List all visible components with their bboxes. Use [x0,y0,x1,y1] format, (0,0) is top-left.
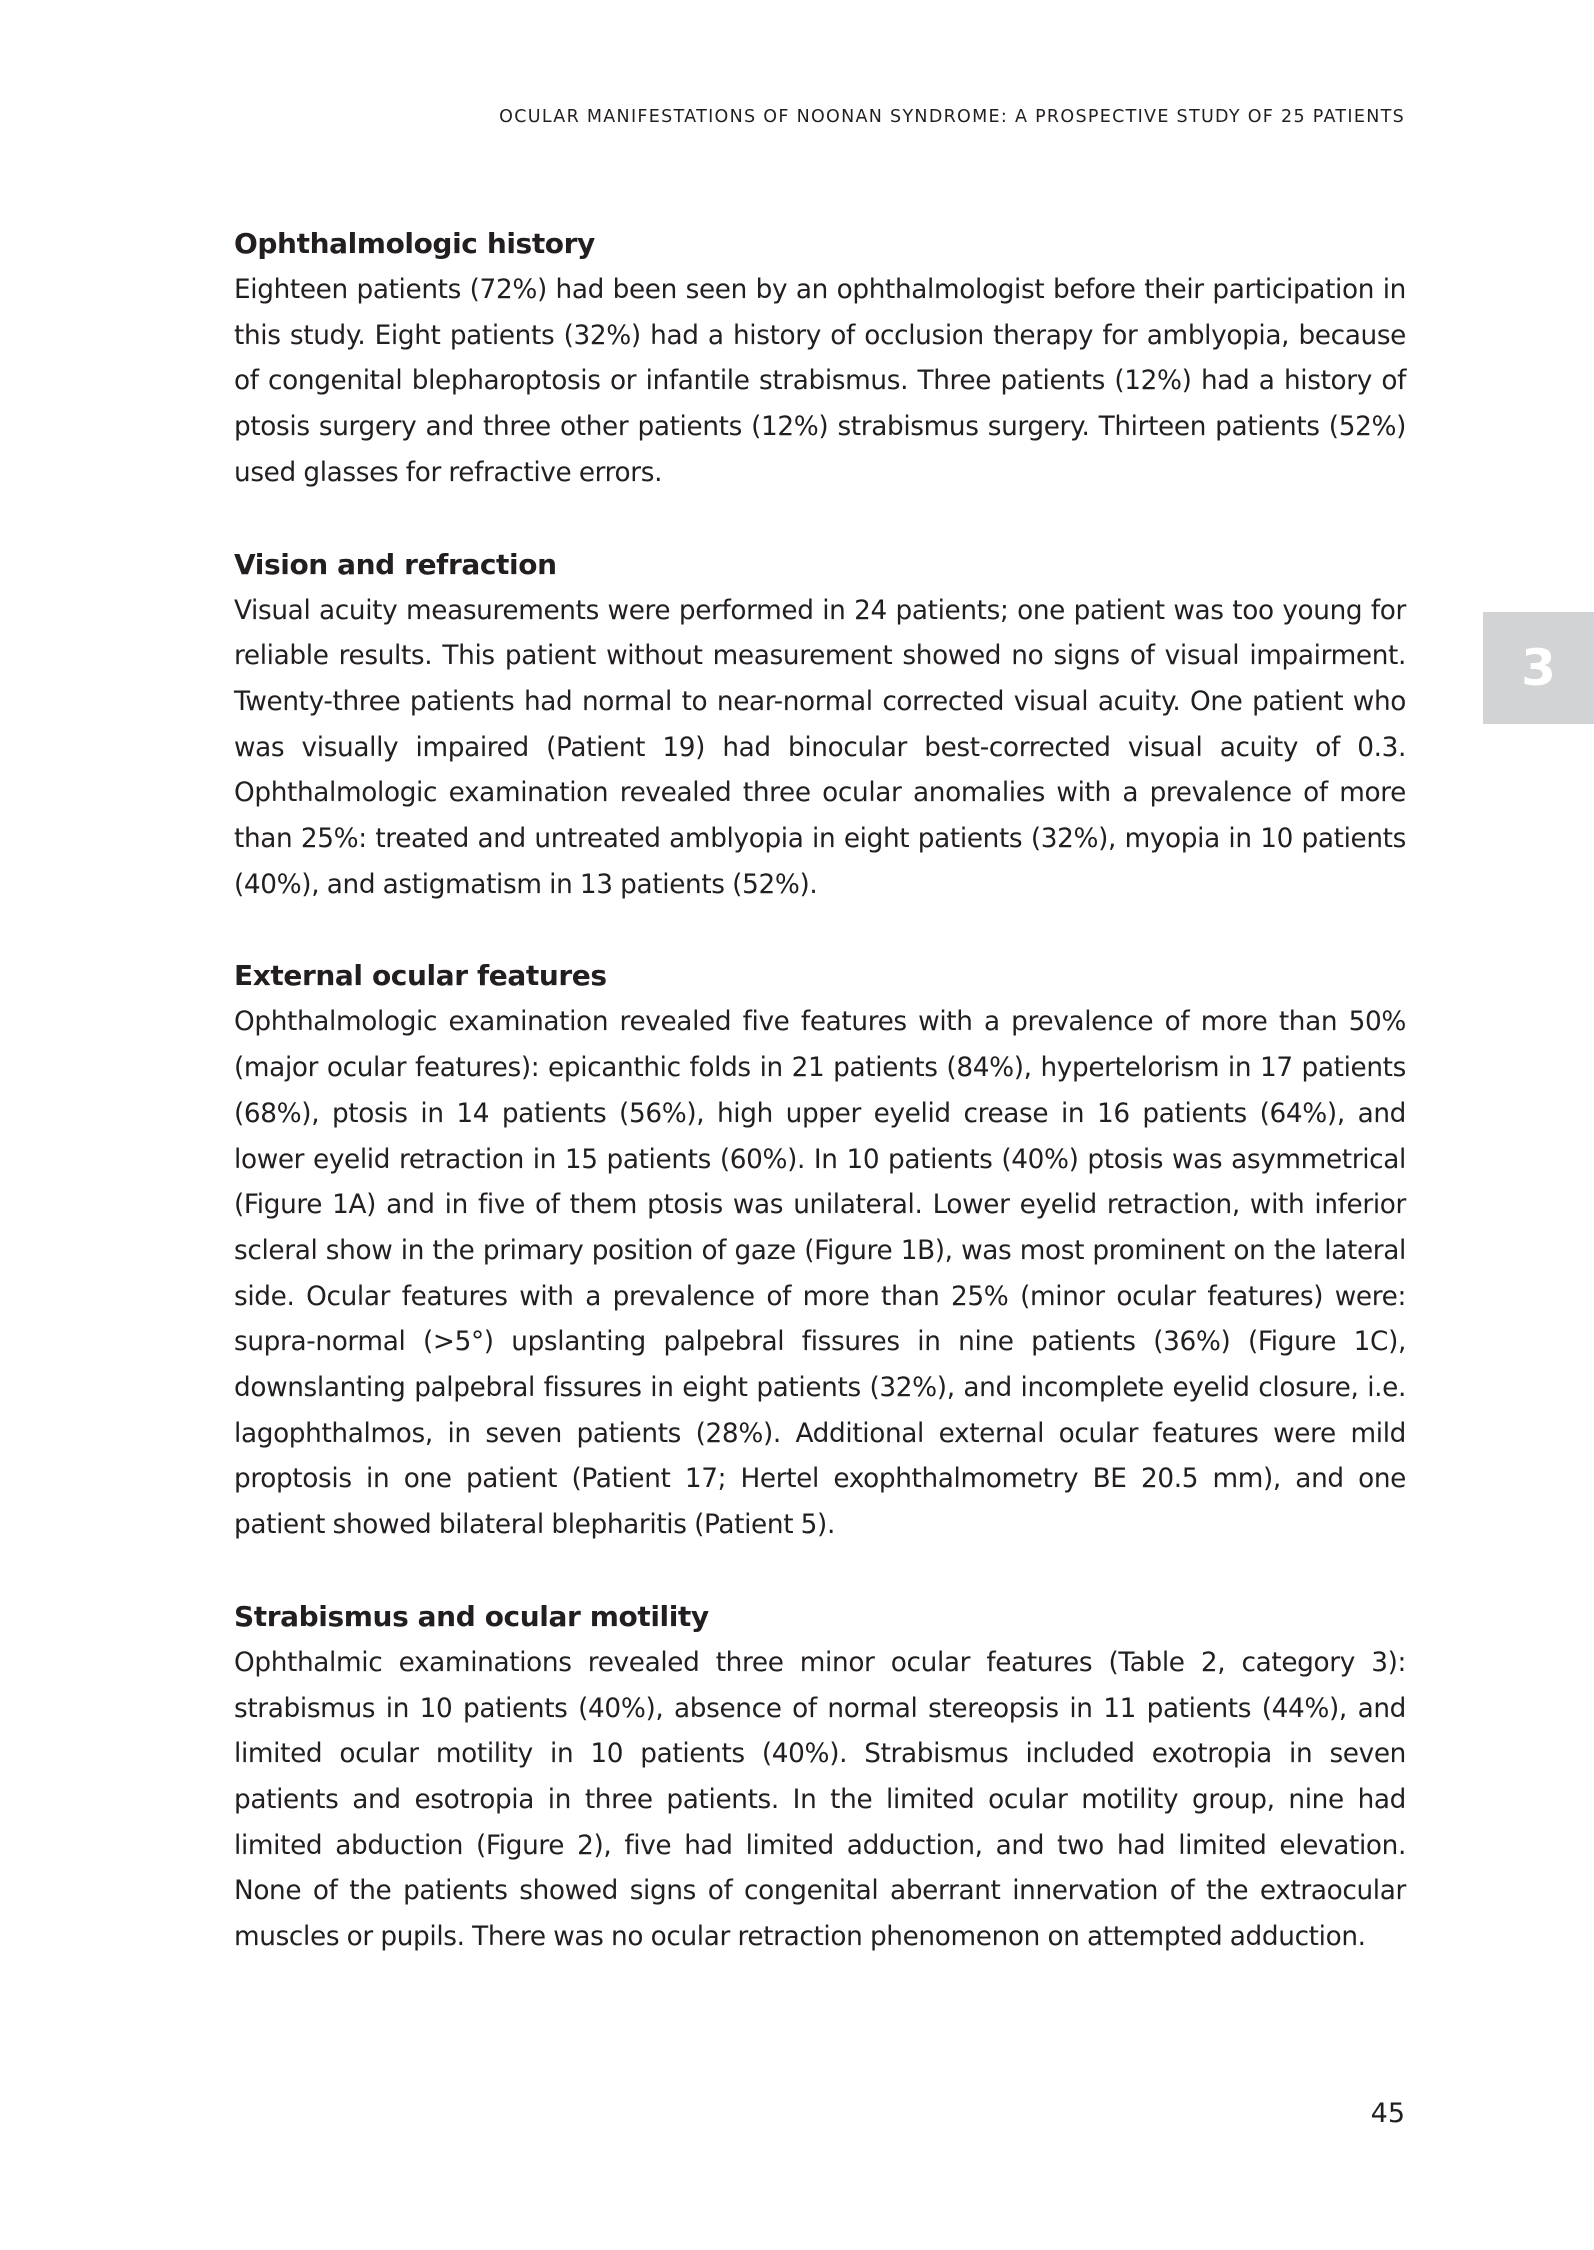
section-heading: Vision and refraction [234,547,557,581]
section-strabismus-and-ocular-motility [234,1593,1406,1961]
section-external-ocular-features [234,952,1406,1548]
chapter-tab [1483,612,1594,724]
article-body [234,220,1406,2005]
page-number: 45 [1370,2098,1405,2129]
section-paragraph: Ophthalmic examinations revealed three minor ocular features (Table 2, category 3): strabismus in 10 patients (40%), absence of normal stereopsis in 11 patients (44%), and limited ocular motility in 10 patients (40%). Strabismus included exotropia in seven patients and esotropia in three patients. In the limited ocular motility group, nine had limited abduction (Figure 2), five had limited adduction, and two had limited elevation. None of the patients showed signs of congenital aberrant innervation of the extraocular muscles or pupils. There was no ocular retraction phenomenon on attempted adduction. [234,1647,1406,1953]
chapter-number: 3 [1521,639,1556,697]
section-paragraph: Ophthalmologic examination revealed five features with a prevalence of more than 50% (major ocular features): epicanthic folds in 21 patients (84%), hypertelorism in 17 patients (68%), ptosis in 14 patients (56%), high upper eyelid crease in 16 patients (64%), and lower eyelid retraction in 15 patients (60%). In 10 patients (40%) ptosis was asymmetrical (Figure 1A) and in five of them ptosis was unilateral. Lower eyelid retraction, with inferior scleral show in the primary position of gaze (Figure 1B), was most prominent on the lateral side. Ocular features with a prevalence of more than 25% (minor ocular features) were: supra-normal (>5°) upslanting palpebral fissures in nine patients (36%) (Figure 1C), downslanting palpebral fissures in eight patients (32%), and incomplete eyelid closure, i.e. lagophthalmos, in seven patients (28%). Additional external ocular features were mild proptosis in one patient (Patient 17; Hertel exophthalmometry BE 20.5 mm), and one patient showed bilateral blepharitis (Patient 5). [234,1007,1406,1541]
section-vision-and-refraction [234,541,1406,909]
section-paragraph: Eighteen patients (72%) had been seen by an ophthalmologist before their participation in this study. Eight patients (32%) had a history of occlusion therapy for amblyopia, because of congenital blepharoptosis or infantile strabismus. Three patients (12%) had a history of ptosis surgery and three other patients (12%) strabismus surgery. Thirteen patients (52%) used glasses for refractive errors. [234,275,1406,488]
section-ophthalmologic-history [234,220,1406,497]
section-heading: External ocular features [234,959,607,993]
section-paragraph: Visual acuity measurements were performed in 24 patients; one patient was too young for reliable results. This patient without measurement showed no signs of visual impairment. Twenty-three patients had normal to near-normal corrected visual acuity. One patient who was visually impaired (Patient 19) had binocular best-corrected visual acuity of 0.3. Ophthalmologic examination revealed three ocular anomalies with a prevalence of more than 25%: treated and untreated amblyopia in eight patients (32%), myopia in 10 patients (40%), and astigmatism in 13 patients (52%). [234,595,1406,900]
section-heading: Ophthalmologic history [234,227,595,260]
running-header: OCULAR MANIFESTATIONS OF NOONAN SYNDROME: A PROSPECTIVE STUDY OF 25 PATIENTS [499,107,1405,127]
section-heading: Strabismus and ocular motility [234,1599,709,1633]
